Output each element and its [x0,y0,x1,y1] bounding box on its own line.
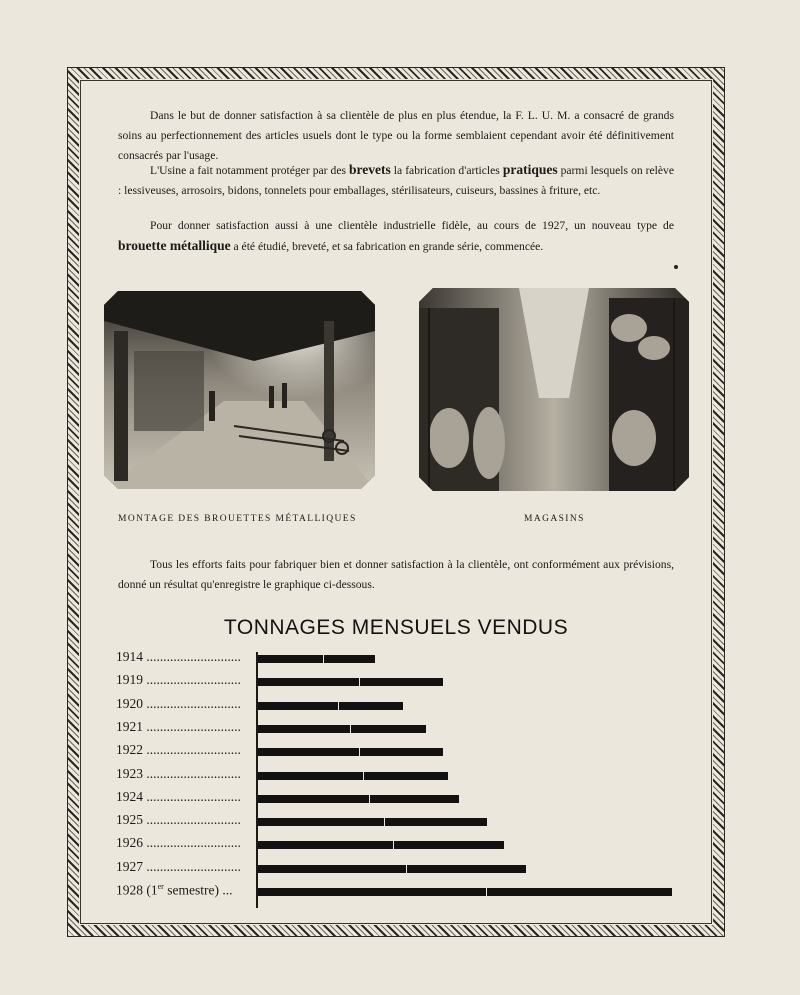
bar-1928 [258,888,672,896]
bar-1920 [258,702,403,710]
bar-1923 [258,772,448,780]
bar-seam [359,678,360,686]
bar-label: 1927 ............................ [116,858,241,874]
bar-1926 [258,841,504,849]
photo-montage-brouettes [104,291,375,489]
bar-1919 [258,678,443,686]
bar-label: 1919 ............................ [116,672,241,688]
results-paragraph: Tous les efforts faits pour fabriquer bien et donner satisfaction à la clientèle, ont conformément aux prévisions, donné un résultat qu'enregistre le graphique ci-dessous. [118,558,674,591]
bar-label: 1914 ............................ [116,649,241,664]
brevets-emphasis: brevets [349,162,391,177]
bar-seam [338,702,339,710]
bar-1922 [258,748,443,756]
caption-montage: MONTAGE DES BROUETTES MÉTALLIQUES [118,514,357,524]
chart-title: TONNAGES MENSUELS VENDUS [223,616,569,639]
bar-1921 [258,725,426,733]
bar-seam [486,888,487,896]
bar-1925 [258,818,487,826]
bar-1924 [258,795,459,803]
bar-label: 1923 ............................ [116,765,241,781]
bar-label: 1921 ............................ [116,718,241,734]
bar-seam [363,772,364,780]
bar-label: 1924 ............................ [116,788,241,804]
bar-label: 1920 ............................ [116,695,241,711]
brouette-emphasis: brouette métallique [118,238,231,253]
ink-speck [674,265,678,269]
bar-label: 1925 ............................ [116,812,241,828]
tonnage-bar-chart [110,648,700,906]
brouette-paragraph: Pour donner satisfaction aussi à une clientèle industrielle fidèle, au cours de 1927, un nouveau type de brouette métallique a été étudié, breveté, et sa fabrication en grande série, commencée. [118,219,674,253]
bar-seam [350,725,351,733]
brevets-paragraph: L'Usine a fait notamment protéger par des brevets la fabrication d'articles pratiques parmi lesquels on relève : lessiveuses, arrosoirs, bidons, tonnelets pour emballages, stérilisateurs, cuiseurs, bassines à friture, etc. [118,162,674,197]
bar-seam [323,655,324,663]
intro-paragraph: Dans le but de donner satisfaction à sa clientèle de plus en plus étendue, la F. L. U. M. a consacré de grands soins au perfectionnement des articles usuels dont le type ou la forme semblaient cependant avoir été définitivement consacrés par l'usage. [118,109,674,162]
bar-label: 1928 (1er semestre) ... [116,882,233,898]
pratiques-emphasis: pratiques [502,162,558,177]
photo-magasins [419,288,689,491]
bar-seam [393,841,394,849]
bar-1914 [258,655,375,663]
caption-magasins: MAGASINS [524,514,585,524]
bar-seam [369,795,370,803]
bar-label: 1922 ............................ [116,742,241,758]
bar-seam [406,865,407,873]
bar-label: 1926 ............................ [116,835,241,851]
bar-seam [384,818,385,826]
bar-1927 [258,865,526,873]
bar-seam [359,748,360,756]
